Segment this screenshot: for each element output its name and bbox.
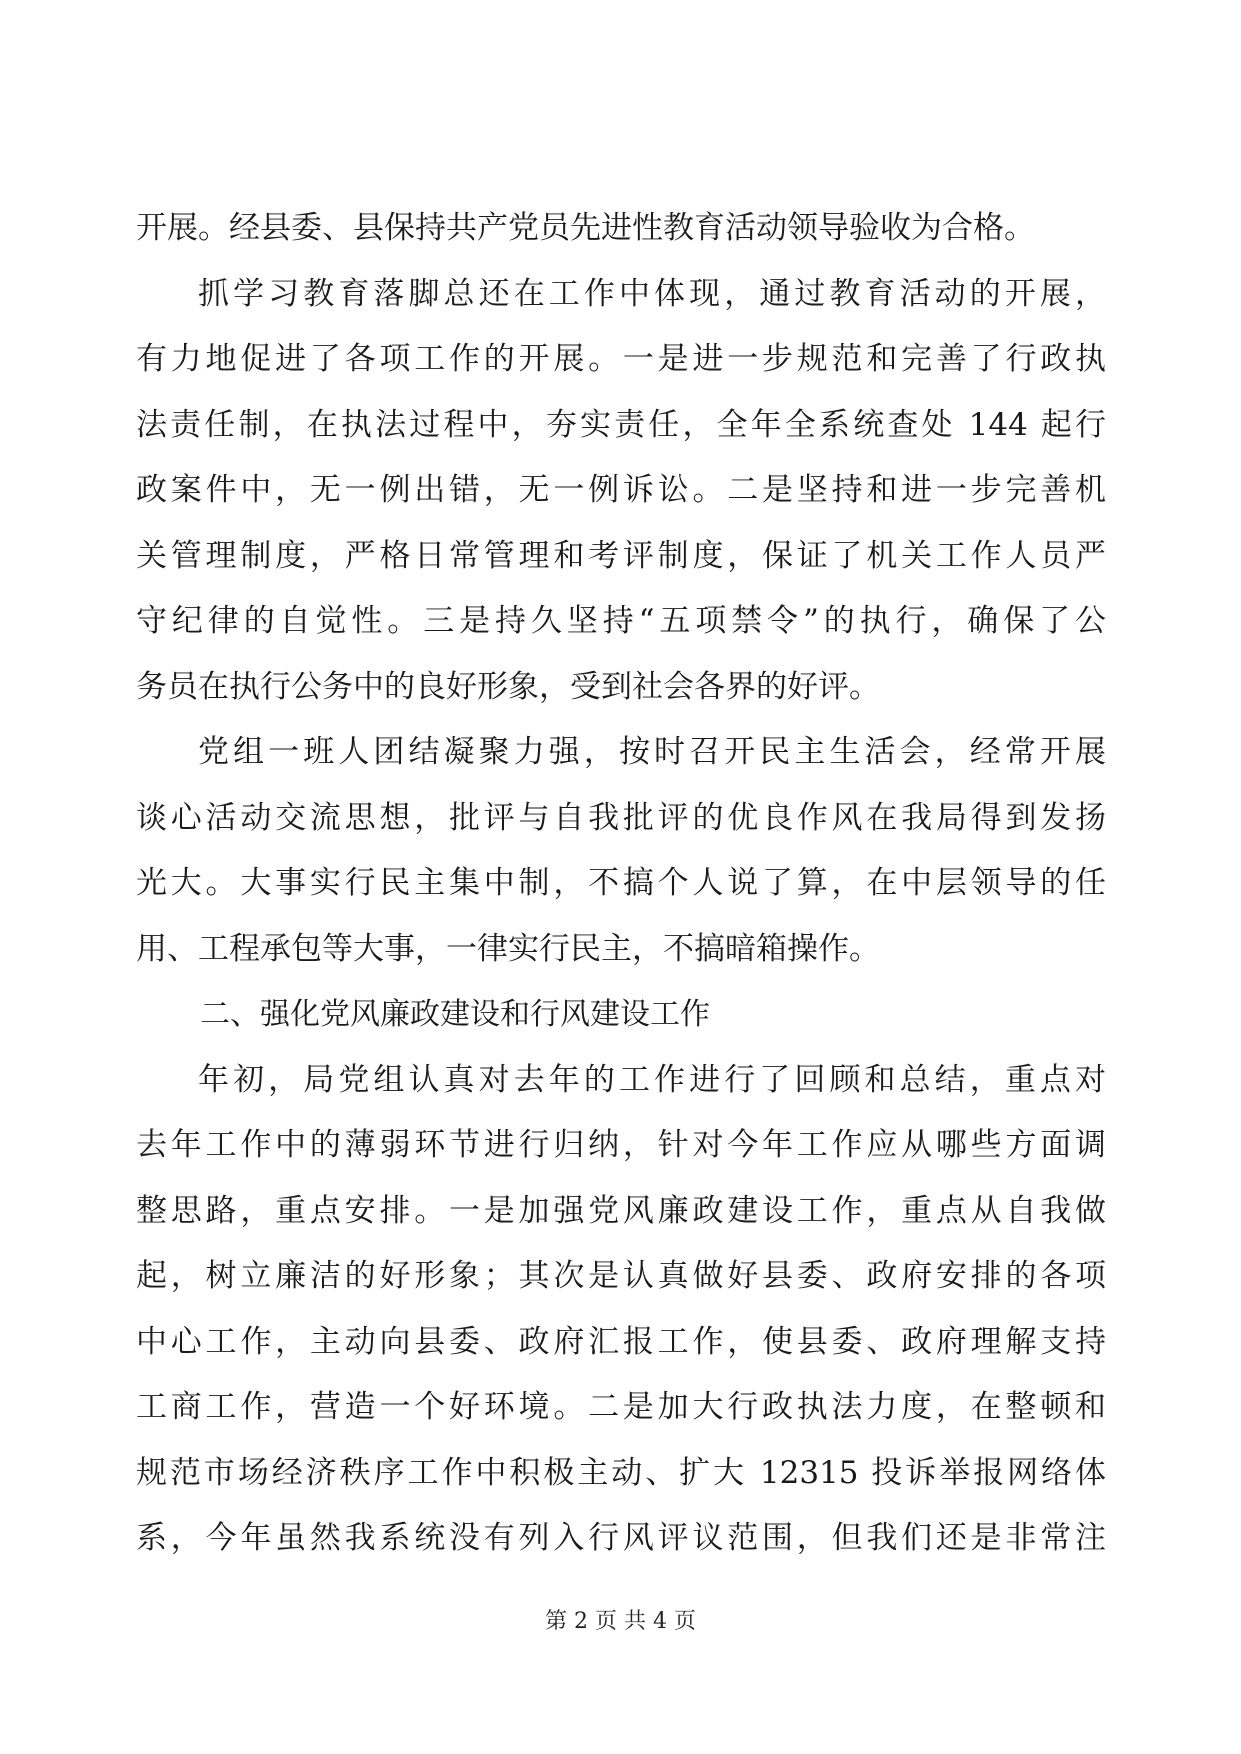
paragraph-start-line: 年初，局党组认真对去年的工作进行了回顾和总结，重点对: [198, 1061, 1106, 1098]
text-line: 去年工作中的薄弱环节进行归纳，针对今年工作应从哪些方面调: [136, 1127, 1106, 1163]
text-line: 用、工程承包等大事，一律实行民主，不搞暗箱操作。: [136, 930, 880, 967]
text-line: 中心工作，主动向县委、政府汇报工作，使县委、政府理解支持: [136, 1323, 1106, 1360]
text-line: 整思路，重点安排。一是加强党风廉政建设工作，重点从自我做: [136, 1192, 1106, 1229]
section-heading: 二、强化党风廉政建设和行风建设工作: [200, 997, 710, 1032]
text-line: 开展。经县委、县保持共产党员先进性教育活动领导验收为合格。: [136, 210, 1035, 246]
text-line: 务员在执行公务中的良好形象，受到社会各界的好评。: [136, 668, 880, 705]
text-line: 谈心活动交流思想，批评与自我批评的优良作风在我局得到发扬: [136, 799, 1106, 836]
paragraph-start-line: 抓学习教育落脚总还在工作中体现，通过教育活动的开展，: [198, 275, 1106, 312]
text-line: 守纪律的自觉性。三是持久坚持“五项禁令”的执行，确保了公: [136, 603, 1106, 639]
text-line: 起，树立廉洁的好形象；其次是认真做好县委、政府安排的各项: [136, 1258, 1106, 1294]
text-line: 政案件中，无一例出错，无一例诉讼。二是坚持和进一步完善机: [136, 472, 1106, 508]
paragraph-start-line: 党组一班人团结凝聚力强，按时召开民主生活会，经常开展: [198, 734, 1106, 770]
text-line: 系，今年虽然我系统没有列入行风评议范围，但我们还是非常注: [136, 1520, 1106, 1556]
text-line: 工商工作，营造一个好环境。二是加大行政执法力度，在整顿和: [136, 1389, 1106, 1425]
text-line: 规范市场经济秩序工作中积极主动、扩大 12315 投诉举报网络体: [136, 1454, 1106, 1491]
page-number-footer: 第 2 页 共 4 页: [545, 1609, 696, 1634]
text-line: 法责任制，在执法过程中，夯实责任，全年全系统查处 144 起行: [136, 406, 1106, 443]
text-line: 有力地促进了各项工作的开展。一是进一步规范和完善了行政执: [136, 341, 1106, 377]
text-line: 光大。大事实行民主集中制，不搞个人说了算，在中层领导的任: [136, 865, 1106, 901]
document-body: [136, 196, 1106, 1572]
text-line: 关管理制度，严格日常管理和考评制度，保证了机关工作人员严: [136, 537, 1106, 574]
